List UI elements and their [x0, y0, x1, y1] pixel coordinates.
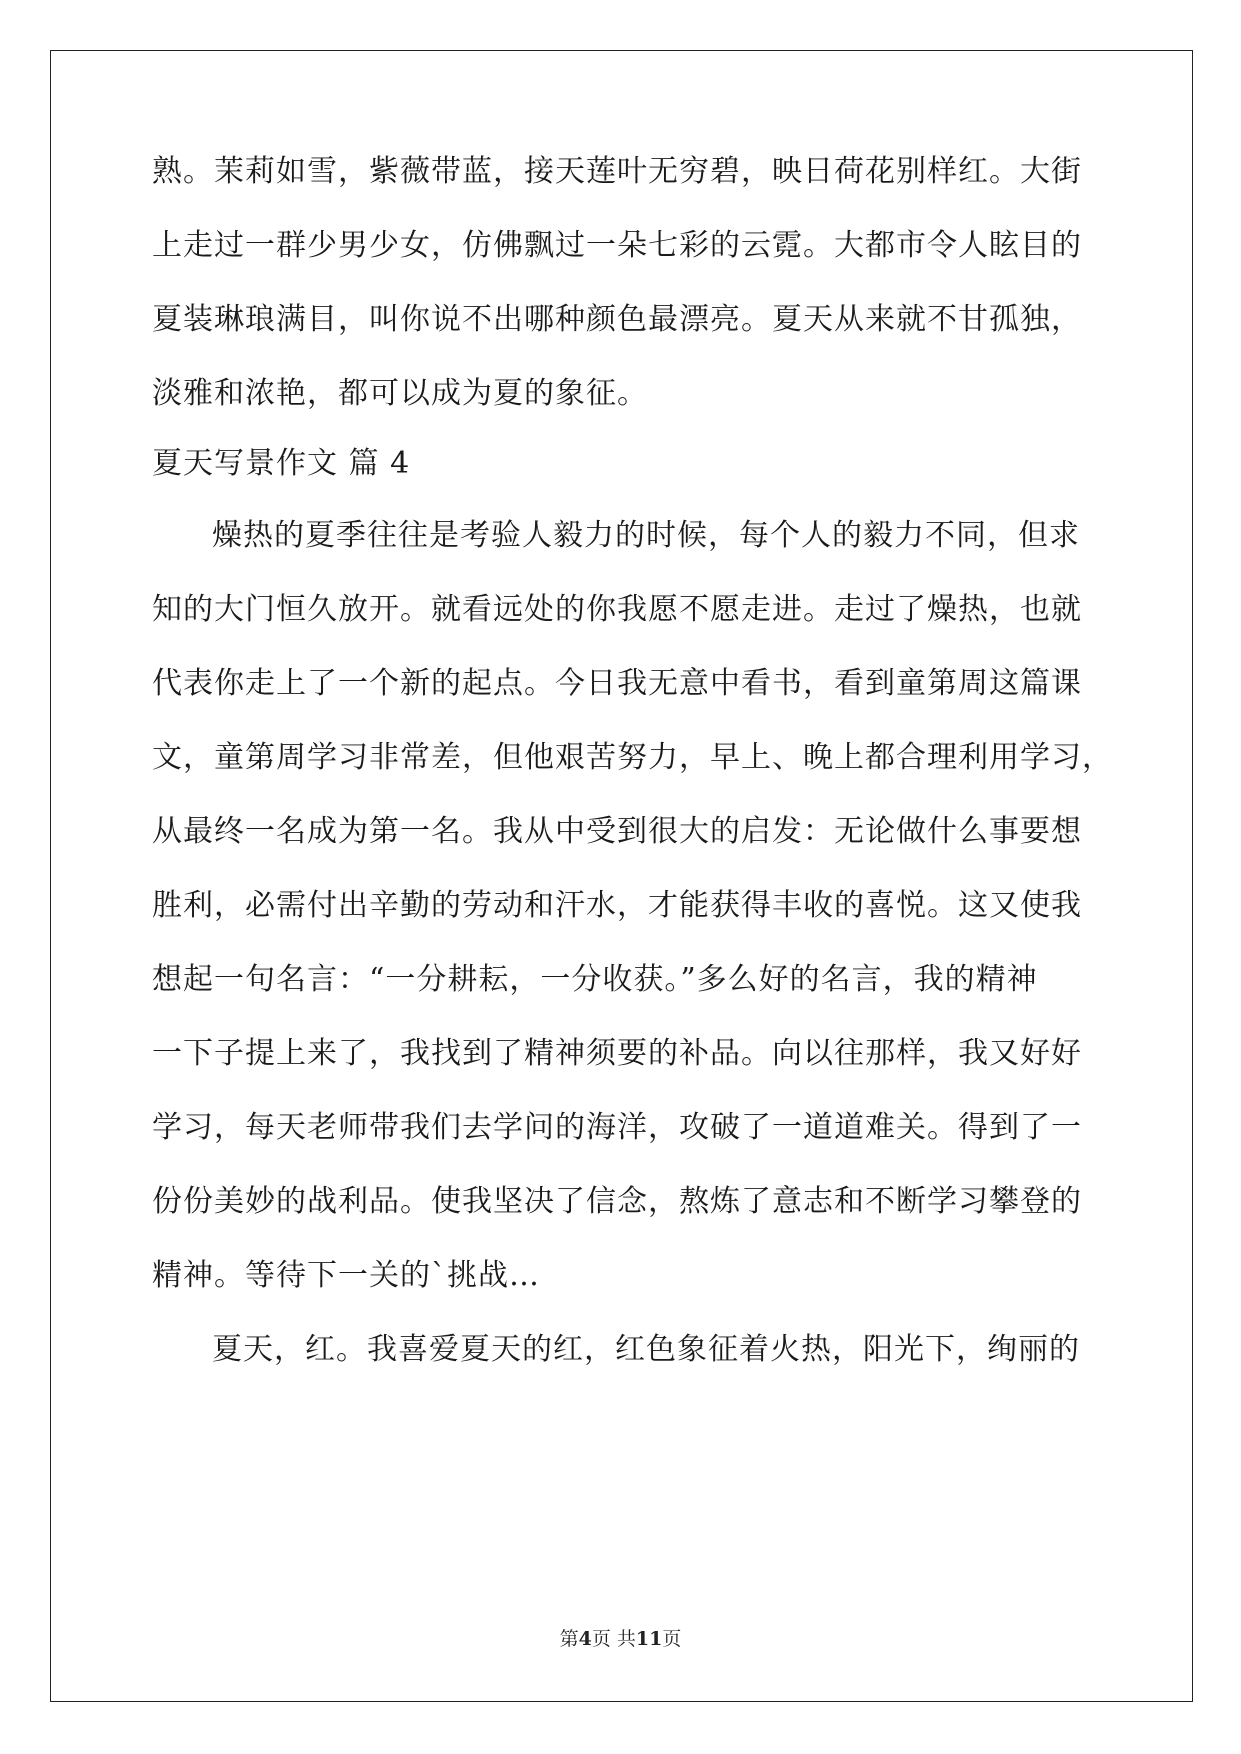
text-line: 淡雅和浓艳，都可以成为夏的象征。	[152, 376, 648, 411]
page-border	[50, 50, 1193, 1702]
text-line: 份份美妙的战利品。使我坚决了信念，熬炼了意志和不断学习攀登的	[152, 1184, 1082, 1219]
text-line: 从最终一名成为第一名。我从中受到很大的启发：无论做什么事要想	[152, 814, 1082, 849]
footer-page-number: 4	[578, 1628, 592, 1650]
text-line: 上走过一群少男少女，仿佛飘过一朵七彩的云霓。大都市令人眩目的	[152, 228, 1082, 263]
text-line: 夏天，红。我喜爱夏天的红，红色象征着火热，阳光下，绚丽的	[212, 1332, 1080, 1367]
text-line: 夏装琳琅满目，叫你说不出哪种颜色最漂亮。夏天从来就不甘孤独，	[152, 302, 1082, 337]
section-heading: 夏天写景作文 篇 4	[152, 446, 411, 481]
footer-prefix: 第	[559, 1628, 579, 1650]
text-line: 学习，每天老师带我们去学问的海洋，攻破了一道道难关。得到了一	[152, 1110, 1082, 1145]
footer-suffix: 页	[662, 1628, 682, 1650]
text-line: 知的大门恒久放开。就看远处的你我愿不愿走进。走过了燥热，也就	[152, 592, 1082, 627]
text-line: 代表你走上了一个新的起点。今日我无意中看书，看到童第周这篇课	[152, 666, 1082, 701]
text-line: 燥热的夏季往往是考验人毅力的时候，每个人的毅力不同，但求	[212, 518, 1080, 553]
footer-mid: 页 共	[591, 1628, 636, 1650]
text-line: 胜利，必需付出辛勤的劳动和汗水，才能获得丰收的喜悦。这又使我	[152, 888, 1082, 923]
footer-total-pages: 11	[635, 1628, 663, 1650]
text-line: 精神。等待下一关的`挑战…	[152, 1258, 540, 1293]
page-footer	[0, 1627, 1241, 1651]
text-line: 一下子提上来了，我找到了精神须要的补品。向以往那样，我又好好	[152, 1036, 1082, 1071]
text-line: 熟。茉莉如雪，紫薇带蓝，接天莲叶无穷碧，映日荷花别样红。大街	[152, 154, 1082, 189]
text-line: 文，童第周学习非常差，但他艰苦努力，早上、晚上都合理利用学习，	[152, 740, 1113, 775]
text-line: 想起一句名言：“一分耕耘，一分收获。”多么好的名言，我的精神	[152, 962, 1038, 997]
